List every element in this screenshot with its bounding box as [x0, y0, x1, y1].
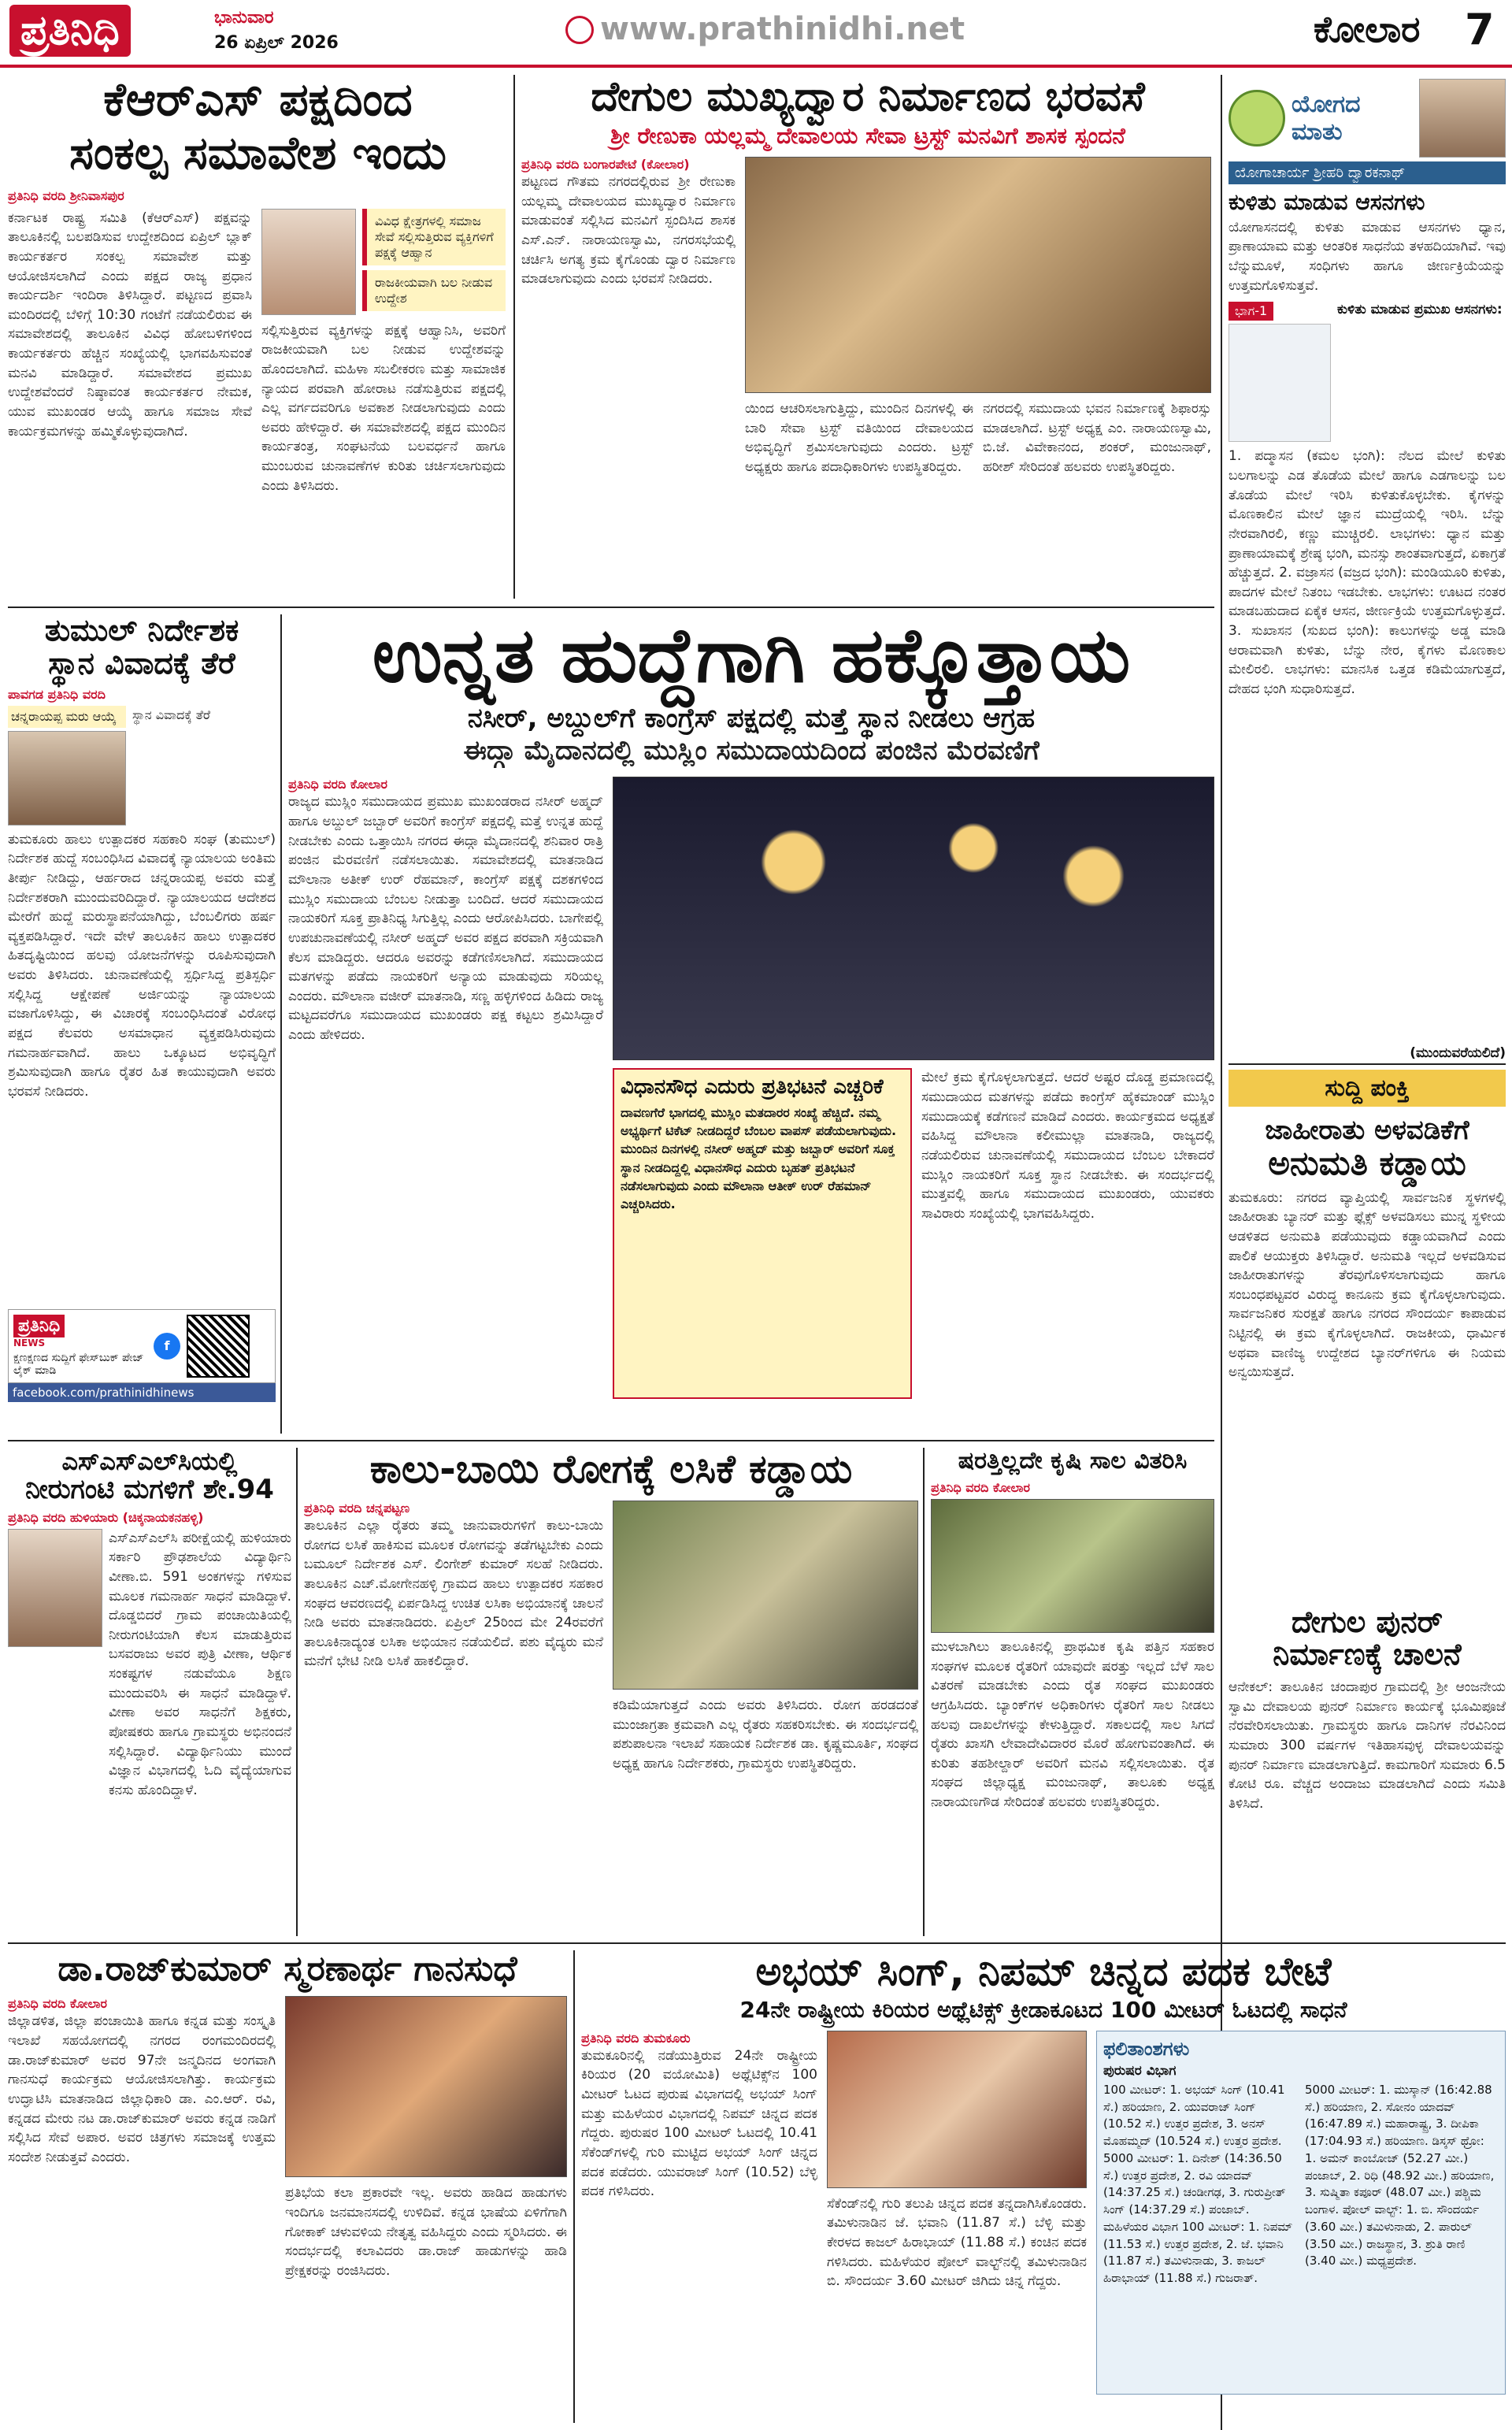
byline: ಪಾವಗಡ ಪ್ರತಿನಿಧಿ ವರದಿ — [8, 686, 106, 702]
callout-box — [613, 1068, 912, 1399]
article-athletics — [581, 1950, 1506, 2423]
photo-vaccine-drive — [613, 1501, 918, 1690]
headline: ಜಾಹೀರಾತು ಅಳವಡಿಕೆಗೆ — [1265, 1115, 1469, 1146]
yoga-heading: ಕುಳಿತು ಮಾಡುವ ಆಸನಗಳು — [1228, 189, 1425, 215]
globe-icon — [565, 16, 594, 44]
promo-logo-sub: NEWS — [13, 1337, 46, 1349]
headline: ಡಾ.ರಾಜ್‌ಕುಮಾರ್ ಸ್ಮರಣಾರ್ಥ ಗಾನಸುಧೆ — [57, 1950, 517, 1989]
lead-headline: ಉನ್ನತ ಹುದ್ದೆಗಾಗಿ ಹಕ್ಕೊತ್ತಾಯ — [372, 614, 1131, 699]
yoga-title-2: ಮಾತು — [1292, 118, 1343, 146]
headline: ದೇಗುಲ ಮುಖ್ಯದ್ವಾರ ನಿರ್ಮಾಣದ ಭರವಸೆ — [591, 75, 1145, 121]
lead-subheadline: ನಸೀರ್, ಅಬ್ದುಲ್‌ಗೆ ಕಾಂಗ್ರೆಸ್ ಪಕ್ಷದಲ್ಲಿ ಮತ್ತೆ ಸ್ಥಾನ ನೀಡಲು ಆಗ್ರಹ — [467, 702, 1036, 734]
article-body: ತಾಲೂಕಿನ ಎಲ್ಲಾ ರೈತರು ತಮ್ಮ ಜಾನುವಾರುಗಳಿಗೆ ಕಾಲು-ಬಾಯಿ ರೋಗದ ಲಸಿಕೆ ಹಾಕಿಸುವ ಮೂಲಕ ರೋಗವನ್ನು ತಡೆಗಟ್ಟಬೇಕು ಎಂದು ಬಮೂಲ್ ನಿರ್ದೇಶಕ ಎಸ್. ಲಿಂಗೇಶ್ ಕುಮಾರ್ ಸಲಹೆ ನೀಡಿದರು. ತಾಲೂಕಿನ ಎಚ್.ಮೋಗೇನಹಳ್ಳಿ ಗ್ರಾಮದ ಹಾಲು ಉತ್ಪಾದಕರ ಸಹಕಾರ ಸಂಘದ ಆವರಣದಲ್ಲಿ ಏರ್ಪಡಿಸಿದ್ದ ಉಚಿತ ಲಸಿಕಾ ಅಭಿಯಾನಕ್ಕೆ ಚಾಲನೆ ನೀಡಿ ಅವರು ಮಾತನಾಡಿದರು. ಏಪ್ರಿಲ್ 25ರಿಂದ ಮೇ 24ರವರೆಗೆ ತಾಲೂಕಿನಾದ್ಯಂತ ಲಸಿಕಾ ಅಭಿಯಾನ ನಡೆಯಲಿದೆ. ಪಶು ವೈದ್ಯರು ಮನೆ ಮನೆಗೆ ಭೇಟಿ ನೀಡಿ ಲಸಿಕೆ ಹಾಕಲಿದ್ದಾರೆ. — [304, 1518, 603, 1670]
masthead — [0, 0, 1512, 63]
byline: ಪ್ರತಿನಿಧಿ ವರದಿ ಕೋಲಾರ — [8, 1996, 108, 2012]
yoga-title: ಯೋಗದ — [1292, 91, 1361, 118]
promo-url[interactable]: facebook.com/prathinidhinews — [8, 1383, 276, 1402]
facebook-icon[interactable]: f — [154, 1333, 180, 1360]
headline: ಎಸ್‌ಎಸ್‌ಎಲ್‌ಸಿಯಲ್ಲಿ — [61, 1448, 238, 1476]
callout: ವಿವಿಧ ಕ್ಷೇತ್ರಗಳಲ್ಲಿ ಸಮಾಜ ಸೇವೆ ಸಲ್ಲಿಸುತ್ತಿರುವ ವ್ಯಕ್ತಿಗಳಿಗೆ ಪಕ್ಷಕ್ಕೆ ಆಹ್ವಾನ — [362, 209, 506, 265]
article-body: ತುಮಕೂರು ಹಾಲು ಉತ್ಪಾದಕರ ಸಹಕಾರಿ ಸಂಘ (ತುಮುಲ್) ನಿರ್ದೇಶಕ ಹುದ್ದೆ ಸಂಬಂಧಿಸಿದ ವಿವಾದಕ್ಕೆ ನ್ಯಾಯಾಲಯ ಅಂತಿಮ ತೀರ್ಪು ನೀಡಿದ್ದು, ಆರ್ಹರಾದ ಚನ್ನರಾಯಪ್ಪ ಅವರು ಮತ್ತೆ ನಿರ್ದೇಶಕರಾಗಿ ಮುಂದುವರಿದಿದ್ದಾರೆ. ನ್ಯಾಯಾಲಯದ ಆದೇಶದ ಮೇರೆಗೆ ಹುದ್ದೆ ಮರುಸ್ಥಾಪನೆಯಾಗಿದ್ದು, ಬೆಂಬಲಿಗರು ಹರ್ಷ ವ್ಯಕ್ತಪಡಿಸಿದ್ದಾರೆ. ಇದೇ ವೇಳೆ ತಾಲೂಕಿನ ಹಾಲು ಉತ್ಪಾದಕರ ಹಿತದೃಷ್ಟಿಯಿಂದ ಹಲವು ಯೋಜನೆಗಳನ್ನು ರೂಪಿಸುವುದಾಗಿ ಅವರು ತಿಳಿಸಿದರು. ಚುನಾವಣೆಯಲ್ಲಿ ಸ್ಪರ್ಧಿಸಿದ್ದ ಪ್ರತಿಸ್ಪರ್ಧಿ ಸಲ್ಲಿಸಿದ್ದ ಆಕ್ಷೇಪಣೆ ಅರ್ಜಿಯನ್ನು ನ್ಯಾಯಾಲಯ ವಜಾಗೊಳಿಸಿದ್ದು, ಈ ವಿಚಾರಕ್ಕೆ ಸಂಬಂಧಿಸಿದಂತೆ ವಿರೋಧ ಪಕ್ಷದ ಕೆಲವರು ಅಸಮಾಧಾನ ವ್ಯಕ್ತಪಡಿಸಿರುವುದು ಗಮನಾರ್ಹವಾಗಿದೆ. ಹಾಲು ಒಕ್ಕೂಟದ ಅಭಿವೃದ್ಧಿಗೆ ಶ್ರಮಿಸುವುದಾಗಿ ಹಾಗೂ ರೈತರ ಹಿತ ಕಾಯುವುದಾಗಿ ಅವರು ಭರವಸೆ ನೀಡಿದರು. — [8, 831, 276, 1100]
byline: ಪ್ರತಿನಿಧಿ ವರದಿ ಹುಳಿಯಾರು (ಚಿಕ್ಕನಾಯಕನಹಳ್ಳಿ) — [8, 1509, 204, 1525]
article-fmd-vaccine — [304, 1448, 918, 1936]
results-col-2: 5000 ಮೀಟರ್: 1. ಮುಸ್ಕಾನ್ (16:42.88 ಸೆ.) ಹರಿಯಾಣ, 2. ಸೋನಂ ಯಾದವ್ (16:47.89 ಸೆ.) ಮಹಾರಾಷ್ಟ್ರ, 3. ದೀಪಿಕಾ (17:04.93 ಸೆ.) ಹರಿಯಾಣ. ಡಿಸ್ಕಸ್ ಥ್ರೋ: 1. ಅಮನ್ ಕಾಂಬೋಜ್ (52.27 ಮೀ.) ಪಂಜಾಬ್, 2. ರಿಧಿ (48.92 ಮೀ.) ಹರಿಯಾಣ, 3. ಸುಷ್ಮಿತಾ ಕಪೂರ್ (48.07 ಮೀ.) ಪಶ್ಚಿಮ ಬಂಗಾಳ. ಪೋಲ್ ವಾಲ್ಟ್: 1. ಬಿ. ಸೌಂದರ್ಯ (3.60 ಮೀ.) ತಮಿಳುನಾಡು, 2. ಪಾರುಲ್ (3.50 ಮೀ.) ರಾಜಸ್ಥಾನ, 3. ಶ್ರುತಿ ರಾಣಿ (3.40 ಮೀ.) ಮಧ್ಯಪ್ರದೇಶ. — [1305, 2082, 1495, 2269]
photo-yoga-author — [1419, 79, 1506, 158]
article-body: ಕರ್ನಾಟಕ ರಾಷ್ಟ್ರ ಸಮಿತಿ (ಕೆಆರ್‌ಎಸ್) ಪಕ್ಷವನ್ನು ತಾಲೂಕಿನಲ್ಲಿ ಬಲಪಡಿಸುವ ಉದ್ದೇಶದಿಂದ ಏಪ್ರಿಲ್ ಬ್ಲಾಕ್ ಕಾರ್ಯಕರ್ತರ ಸಂಕಲ್ಪ ಸಮಾವೇಶ ಮತ್ತು ಆಯೋಜಿಸಲಾಗಿದೆ ಎಂದು ಪಕ್ಷದ ರಾಜ್ಯ ಪ್ರಧಾನ ಕಾರ್ಯದರ್ಶಿ ಇಂದಿರಾ ತಿಳಿಸಿದ್ದಾರೆ. ಪಟ್ಟಣದ ಪ್ರವಾಸಿ ಮಂದಿರದಲ್ಲಿ ಬೆಳಿಗ್ಗೆ 10:30 ಗಂಟೆಗೆ ನಡೆಯಲಿರುವ ಈ ಸಮಾವೇಶದಲ್ಲಿ ತಾಲೂಕಿನ ವಿವಿಧ ಹೋಬಳಿಗಳಿಂದ ಕಾರ್ಯಕರ್ತರು ಹೆಚ್ಚಿನ ಸಂಖ್ಯೆಯಲ್ಲಿ ಭಾಗವಹಿಸುವಂತೆ ಮನವಿ ಮಾಡಿದ್ದಾರೆ. ಸಮಾವೇಶದ ಪ್ರಮುಖ ಉದ್ದೇಶವೆಂದರೆ ನಿಷ್ಠಾವಂತ ಕಾರ್ಯಕರ್ತರ ನೇಮಕ, ಯುವ ಮುಖಂಡರ ಆಯ್ಕೆ ಹಾಗೂ ಸಮಾಜ ಸೇವೆ ಕಾರ್ಯಕ್ರಮಗಳನ್ನು ಹಮ್ಮಿಕೊಳ್ಳುವುದಾಗಿದೆ. — [8, 210, 252, 440]
promo-logo: ಪ್ರತಿನಿಧಿ — [13, 1315, 65, 1337]
article-body-2: ಸಲ್ಲಿಸುತ್ತಿರುವ ವ್ಯಕ್ತಿಗಳನ್ನು ಪಕ್ಷಕ್ಕೆ ಆಹ್ವಾನಿಸಿ, ಅವರಿಗೆ ರಾಜಕೀಯವಾಗಿ ಬಲ ನೀಡುವ ಉದ್ದೇಶವನ್ನು ಹೊಂದಲಾಗಿದೆ. ಮಹಿಳಾ ಸಬಲೀಕರಣ ಮತ್ತು ಸಾಮಾಜಿಕ ನ್ಯಾಯದ ಪರವಾಗಿ ಹೋರಾಟ ನಡೆಸುತ್ತಿರುವ ಪಕ್ಷದಲ್ಲಿ ಎಲ್ಲ ವರ್ಗದವರಿಗೂ ಅವಕಾಶ ನೀಡಲಾಗುವುದು ಎಂದು ಅವರು ಹೇಳಿದ್ದಾರೆ. ಈ ಸಮಾವೇಶದಲ್ಲಿ ಪಕ್ಷದ ಮುಂದಿನ ಕಾರ್ಯತಂತ್ರ, ಸಂಘಟನೆಯ ಬಲವರ್ಧನೆ ಹಾಗೂ ಮುಂಬರುವ ಚುನಾವಣೆಗಳ ಕುರಿತು ಚರ್ಚಿಸಲಾಗುವುದು ಎಂದು ತಿಳಿಸಿದರು. — [261, 322, 506, 494]
news-brief-column — [1228, 1070, 1506, 1912]
photo-student — [8, 1529, 102, 1647]
article-body-top: ಸ್ಥಾನ ವಿವಾದಕ್ಕೆ ತೆರೆ — [132, 707, 210, 722]
headline-line2: ನೀರುಗಂಟಿ ಮಗಳಿಗೆ ಶೇ.94 — [25, 1474, 274, 1506]
headline: ಷರತ್ತಿಲ್ಲದೇ ಕೃಷಿ ಸಾಲ ವಿತರಿಸಿ — [958, 1448, 1188, 1475]
headline: ಕೆಆರ್‌ಎಸ್ ಪಕ್ಷದಿಂದ — [103, 75, 413, 126]
masthead-rule — [0, 65, 1512, 68]
byline: ಪ್ರತಿನಿಧಿ ವರದಿ ಶ್ರೀನಿವಾಸಪುರ — [8, 187, 124, 203]
photo-farmers-protest — [931, 1499, 1214, 1633]
issue-day: ಭಾನುವಾರ — [214, 8, 274, 28]
article-body-2: ಮೇಲೆ ಕ್ರಮ ಕೈಗೊಳ್ಳಲಾಗುತ್ತದೆ. ಆದರೆ ಅಷ್ಟರ ದೊಡ್ಡ ಪ್ರಮಾಣದಲ್ಲಿ ಸಮುದಾಯದ ಮತಗಳನ್ನು ಪಡೆದು ಕಾಂಗ್ರೆಸ್ ಹೈಕಮಾಂಡ್ ಮುಸ್ಲಿಂ ಸಮುದಾಯಕ್ಕೆ ಕಡೆಗಣನೆ ಮಾಡಿದೆ ಎಂದರು. ಕಾರ್ಯಕ್ರಮದ ಅಧ್ಯಕ್ಷತೆ ವಹಿಸಿದ್ದ ಮೌಲಾನಾ ಕಲೀಮುಲ್ಲಾ ಮಾತನಾಡಿ, ರಾಜ್ಯದಲ್ಲಿ ನಡೆಯಲಿರುವ ಚುನಾವಣೆಯಲ್ಲಿ ಸಮುದಾಯದ ಬೆಂಬಲ ಬೇಕಾದರೆ ಮುಸ್ಲಿಂ ನಾಯಕರಿಗೆ ಸೂಕ್ತ ಸ್ಥಾನ ನೀಡಬೇಕು. ಈ ಸಂದರ್ಭದಲ್ಲಿ ಮುತ್ತವಲ್ಲಿ ಹಾಗೂ ಸಮುದಾಯದ ಮುಖಂಡರು, ಯುವಕರು ಸಾವಿರಾರು ಸಂಖ್ಯೆಯಲ್ಲಿ ಭಾಗವಹಿಸಿದ್ದರು. — [921, 1070, 1214, 1222]
callout-text: ದಾವಣಗೆರೆ ಭಾಗದಲ್ಲಿ ಮುಸ್ಲಿಂ ಮತದಾರರ ಸಂಖ್ಯೆ ಹೆಚ್ಚಿದೆ. ನಮ್ಮ ಅಭ್ಯರ್ಥಿಗೆ ಟಿಕೆಟ್ ನೀಡದಿದ್ದರೆ ಬೆಂಬಲ ವಾಪಸ್ ಪಡೆಯಲಾಗುವುದು. ಮುಂದಿನ ದಿನಗಳಲ್ಲಿ ನಸೀರ್ ಅಹ್ಮದ್ ಮತ್ತು ಜಬ್ಬಾರ್ ಅವರಿಗೆ ಸೂಕ್ತ ಸ್ಥಾನ ನೀಡದಿದ್ದಲ್ಲಿ ವಿಧಾನಸೌಧ ಎದುರು ಬೃಹತ್ ಪ್ರತಿಭಟನೆ ನಡೆಸಲಾಗುವುದು ಎಂದು ಮೌಲಾನಾ ಆತೀಕ್ ಉರ್ ರೆಹಮಾನ್ ಎಚ್ಚರಿಸಿದರು. — [621, 1104, 897, 1211]
callout-title: ವಿಧಾನಸೌಧ ಎದುರು ಪ್ರತಿಭಟನೆ ಎಚ್ಚರಿಕೆ — [621, 1075, 884, 1100]
article-body: ಜಿಲ್ಲಾಡಳಿತ, ಜಿಲ್ಲಾ ಪಂಚಾಯಿತಿ ಹಾಗೂ ಕನ್ನಡ ಮತ್ತು ಸಂಸ್ಕೃತಿ ಇಲಾಖೆ ಸಹಯೋಗದಲ್ಲಿ ನಗರದ ರಂಗಮಂದಿರದಲ್ಲಿ ಡಾ.ರಾಜ್‌ಕುಮಾರ್ ಅವರ 97ನೇ ಜನ್ಮದಿನದ ಅಂಗವಾಗಿ ಗಾನಸುಧೆ ಕಾರ್ಯಕ್ರಮ ಆಯೋಜಿಸಲಾಗಿತ್ತು. ಕಾರ್ಯಕ್ರಮ ಉದ್ಘಾಟಿಸಿ ಮಾತನಾಡಿದ ಜಿಲ್ಲಾಧಿಕಾರಿ ಡಾ. ಎಂ.ಆರ್. ರವಿ, ಕನ್ನಡದ ಮೇರು ನಟ ಡಾ.ರಾಜ್‌ಕುಮಾರ್ ಅವರು ಕನ್ನಡ ನಾಡಿಗೆ ಸಲ್ಲಿಸಿದ ಸೇವೆ ಅಪಾರ. ಅವರ ಚಿತ್ರಗಳು ಸಮಾಜಕ್ಕೆ ಉತ್ತಮ ಸಂದೇಶ ನೀಡುತ್ತವೆ ಎಂದರು. — [8, 2013, 276, 2165]
article-body-2: ಸೆಕೆಂಡ್‌ನಲ್ಲಿ ಗುರಿ ತಲುಪಿ ಚಿನ್ನದ ಪದಕ ತನ್ನದಾಗಿಸಿಕೊಂಡರು. ತಮಿಳುನಾಡಿನ ಜೆ. ಭವಾನಿ (11.87 ಸೆ.) ಬೆಳ್ಳಿ ಮತ್ತು ಕೇರಳದ ಕಾಜಲ್ ಹಿರಾಭಾಯ್ (11.88 ಸೆ.) ಕಂಚಿನ ಪದಕ ಗಳಿಸಿದರು. ಮಹಿಳೆಯರ ಪೋಲ್ ವಾಲ್ಟ್‌ನಲ್ಲಿ ತಮಿಳುನಾಡಿನ ಬಿ. ಸೌಂದರ್ಯ 3.60 ಮೀಟರ್ ಜಿಗಿದು ಚಿನ್ನ ಗೆದ್ದರು. — [827, 2195, 1087, 2290]
yoga-author: ಯೋಗಾಚಾರ್ಯ ಶ್ರೀಹರಿ ದ್ವಾರಕನಾಥ್ — [1228, 161, 1506, 184]
article-body-2: ಯಿಂದ ಆಚರಿಸಲಾಗುತ್ತಿದ್ದು, ಮುಂದಿನ ದಿನಗಳಲ್ಲಿ ಈ ಬಾರಿ ಸೇವಾ ಟ್ರಸ್ಟ್ ವತಿಯಿಂದ ದೇವಾಲಯದ ಅಭಿವೃದ್ಧಿಗೆ ಶ್ರಮಿಸಲಾಗುವುದು ಎಂದರು. ಟ್ರಸ್ಟ್ ಅಧ್ಯಕ್ಷರು ಹಾಗೂ ಪದಾಧಿಕಾರಿಗಳು ಉಪಸ್ಥಿತರಿದ್ದರು. — [745, 400, 973, 475]
photo-party-leader — [261, 209, 356, 315]
column-divider — [296, 1448, 298, 1936]
headline-line2: ಸ್ಥಾನ ವಿವಾದಕ್ಕೆ ತೆರೆ — [48, 645, 235, 681]
page-number: 7 — [1465, 5, 1495, 54]
column-divider — [513, 75, 515, 599]
results-section: ಪುರುಷರ ವಿಭಾಗ — [1103, 2062, 1177, 2079]
headline: ತುಮುಲ್ ನಿರ್ದೇಶಕ — [44, 614, 239, 647]
subheadline: 24ನೇ ರಾಷ್ಟ್ರೀಯ ಕಿರಿಯರ ಅಥ್ಲೆಟಿಕ್ಸ್ ಕ್ರೀಡಾಕೂಟದ 100 ಮೀಟರ್ ಓಟದಲ್ಲಿ ಸಾಧನೆ — [739, 1997, 1347, 2023]
article-rajkumar-tribute — [8, 1950, 567, 2423]
byline: ಪ್ರತಿನಿಧಿ ವರದಿ ಕೋಲಾರ — [931, 1480, 1031, 1495]
headline-2-line2: ನಿರ್ಮಾಣಕ್ಕೆ ಚಾಲನೆ — [1273, 1637, 1462, 1672]
divider — [8, 607, 1214, 608]
photo-director — [8, 731, 126, 825]
issue-date: 26 ಏಪ್ರಿಲ್ 2026 — [214, 33, 339, 53]
yoga-intro: ಯೋಗಾಸನದಲ್ಲಿ ಕುಳಿತು ಮಾಡುವ ಆಸನಗಳು ಧ್ಯಾನ, ಪ್ರಾಣಾಯಾಮ ಮತ್ತು ಆಂತರಿಕ ಸಾಧನೆಯ ತಳಹದಿಯಾಗಿವೆ. ಇವು ಬೆನ್ನುಮೂಳೆ, ಸಂಧಿಗಳು ಹಾಗೂ ಜೀರ್ಣಕ್ರಿಯೆಯನ್ನು ಉತ್ತಮಗೊಳಿಸುತ್ತವೆ. — [1228, 219, 1506, 294]
photo-music-event — [285, 1996, 567, 2177]
yoga-part-label: ಭಾಗ-1 — [1228, 302, 1273, 321]
article-body: ಪಟ್ಟಣದ ಗೌತಮ ನಗರದಲ್ಲಿರುವ ಶ್ರೀ ರೇಣುಕಾ ಯಲ್ಲಮ್ಮ ದೇವಾಲಯದ ಮುಖ್ಯದ್ವಾರ ನಿರ್ಮಾಣ ಮಾಡುವಂತೆ ಸಲ್ಲಿಸಿದ ಮನವಿಗೆ ಸ್ಪಂದಿಸಿದ ಶಾಸಕ ಎಸ್.ಎನ್. ನಾರಾಯಣಸ್ವಾಮಿ, ನಗರಸಭೆಯಲ್ಲಿ ಚರ್ಚಿಸಿ ಅಗತ್ಯ ಕ್ರಮ ಕೈಗೊಂಡು ದ್ವಾರ ನಿರ್ಮಾಣ ಮಾಡಲಾಗುವುದು ಎಂದು ಭರವಸೆ ನೀಡಿದರು. — [521, 173, 736, 288]
yoga-lotus-icon — [1228, 90, 1285, 147]
website-link[interactable]: www.prathinidhi.net — [600, 11, 965, 47]
qr-code-icon[interactable] — [187, 1315, 250, 1378]
yoga-body: 1. ಪದ್ಮಾಸನ (ಕಮಲ ಭಂಗಿ): ನೆಲದ ಮೇಲೆ ಕುಳಿತು ಬಲಗಾಲನ್ನು ಎಡ ತೊಡೆಯ ಮೇಲೆ ಹಾಗೂ ಎಡಗಾಲನ್ನು ಬಲ ತೊಡೆಯ ಮೇಲೆ ಇರಿಸಿ ಕುಳಿತುಕೊಳ್ಳಬೇಕು. ಕೈಗಳನ್ನು ಮೊಣಕಾಲಿನ ಮೇಲೆ ಜ್ಞಾನ ಮುದ್ರೆಯಲ್ಲಿ ಇರಿಸಿ. ಬೆನ್ನು ನೇರವಾಗಿರಲಿ, ಕಣ್ಣು ಮುಚ್ಚಿರಲಿ. ಲಾಭಗಳು: ಧ್ಯಾನ ಮತ್ತು ಪ್ರಾಣಾಯಾಮಕ್ಕೆ ಶ್ರೇಷ್ಠ ಭಂಗಿ, ಮನಸ್ಸು ಶಾಂತವಾಗುತ್ತದೆ, ಏಕಾಗ್ರತೆ ಹೆಚ್ಚುತ್ತದೆ. 2. ವಜ್ರಾಸನ (ವಜ್ರದ ಭಂಗಿ): ಮಂಡಿಯೂರಿ ಕುಳಿತು, ಪಾದಗಳ ಮೇಲೆ ನಿತಂಬ ಇಡಬೇಕು. ಲಾಭಗಳು: ಊಟದ ನಂತರ ಮಾಡಬಹುದಾದ ಏಕೈಕ ಆಸನ, ಜೀರ್ಣಕ್ರಿಯೆ ಉತ್ತಮಗೊಳ್ಳುತ್ತದೆ. 3. ಸುಖಾಸನ (ಸುಖದ ಭಂಗಿ): ಕಾಲುಗಳನ್ನು ಅಡ್ಡ ಮಾಡಿ ಆರಾಮವಾಗಿ ಕುಳಿತು, ಬೆನ್ನು ನೇರ, ಕೈಗಳು ಮೊಣಕಾಲ ಮೇಲಿರಲಿ. ಲಾಭಗಳು: ಮಾನಸಿಕ ಒತ್ತಡ ಕಡಿಮೆಯಾಗುತ್ತದೆ, ದೇಹದ ಭಂಗಿ ಸುಧಾರಿಸುತ್ತದೆ. — [1228, 448, 1506, 698]
article-body: ತುಮಕೂರು: ನಗರದ ವ್ಯಾಪ್ತಿಯಲ್ಲಿ ಸಾರ್ವಜನಿಕ ಸ್ಥಳಗಳಲ್ಲಿ ಜಾಹೀರಾತು ಬ್ಯಾನರ್ ಮತ್ತು ಫ್ಲೆಕ್ಸ್ ಅಳವಡಿಸಲು ಮುನ್ನ ಸ್ಥಳೀಯ ಆಡಳಿತದ ಅನುಮತಿ ಪಡೆಯುವುದು ಕಡ್ಡಾಯವಾಗಿದೆ ಎಂದು ಪಾಲಿಕೆ ಆಯುಕ್ತರು ತಿಳಿಸಿದ್ದಾರೆ. ಅನುಮತಿ ಇಲ್ಲದೆ ಅಳವಡಿಸುವ ಜಾಹೀರಾತುಗಳನ್ನು ತೆರವುಗೊಳಿಸಲಾಗುವುದು ಹಾಗೂ ಸಂಬಂಧಪಟ್ಟವರ ವಿರುದ್ಧ ಕಾನೂನು ಕ್ರಮ ಕೈಗೊಳ್ಳಲಾಗುವುದು. ಸಾರ್ವಜನಿಕರ ಸುರಕ್ಷತೆ ಹಾಗೂ ನಗರದ ಸೌಂದರ್ಯ ಕಾಪಾಡುವ ನಿಟ್ಟಿನಲ್ಲಿ ಈ ಕ್ರಮ ಕೈಗೊಳ್ಳಲಾಗಿದೆ. ರಾಜಕೀಯ, ಧಾರ್ಮಿಕ ಅಥವಾ ವಾಣಿಜ್ಯ ಉದ್ದೇಶದ ಬ್ಯಾನರ್‌ಗಳಿಗೂ ಈ ನಿಯಮ ಅನ್ವಯಿಸುತ್ತದೆ. — [1228, 1189, 1506, 1381]
article-body-2: ಆನೇಕಲ್: ತಾಲೂಕಿನ ಚಂದಾಪುರ ಗ್ರಾಮದಲ್ಲಿ ಶ್ರೀ ಆಂಜನೇಯ ಸ್ವಾಮಿ ದೇವಾಲಯ ಪುನರ್ ನಿರ್ಮಾಣ ಕಾರ್ಯಕ್ಕೆ ಭೂಮಿಪೂಜೆ ನೆರವೇರಿಸಲಾಯಿತು. ಗ್ರಾಮಸ್ಥರು ಹಾಗೂ ದಾನಿಗಳ ನೆರವಿನಿಂದ ಸುಮಾರು 300 ವರ್ಷಗಳ ಇತಿಹಾಸವುಳ್ಳ ದೇವಾಲಯವನ್ನು ಪುನರ್ ನಿರ್ಮಾಣ ಮಾಡಲಾಗುತ್ತಿದೆ. ಕಾಮಗಾರಿಗೆ ಸುಮಾರು 6.5 ಕೋಟಿ ರೂ. ವೆಚ್ಚದ ಅಂದಾಜು ಮಾಡಲಾಗಿದೆ ಎಂದು ಸಮಿತಿ ತಿಳಿಸಿದೆ. — [1228, 1679, 1506, 1812]
column-divider — [280, 614, 282, 1434]
photo-temple-felicitation — [745, 157, 1211, 393]
article-tumul-director — [8, 614, 276, 1434]
promo-caption: ಕ್ಷಣಕ್ಷಣದ ಸುದ್ದಿಗೆ ಫೇಸ್‌ಬುಕ್ ಪೇಜ್ ಲೈಕ್ ಮಾಡಿ — [13, 1352, 144, 1378]
yoga-column — [1228, 75, 1506, 1059]
lead-story — [288, 614, 1214, 1434]
yoga-list-heading: ಕುಳಿತು ಮಾಡುವ ಪ್ರಮುಖ ಆಸನಗಳು: — [1337, 302, 1503, 318]
results-title: ಫಲಿತಾಂಶಗಳು — [1103, 2037, 1190, 2060]
divider — [1228, 1063, 1506, 1065]
lead-subheadline-2: ಈದ್ಗಾ ಮೈದಾನದಲ್ಲಿ ಮುಸ್ಲಿಂ ಸಮುದಾಯದಿಂದ ಪಂಜಿನ ಮೆರವಣಿಗೆ — [463, 734, 1040, 766]
article-body-2: ಪ್ರತಿಭೆಯ ಕಲಾ ಪ್ರಕಾರವೇ ಇಲ್ಲ. ಅವರು ಹಾಡಿದ ಹಾಡುಗಳು ಇಂದಿಗೂ ಜನಮಾನಸದಲ್ಲಿ ಉಳಿದಿವೆ. ಕನ್ನಡ ಭಾಷೆಯ ಏಳಿಗೆಗಾಗಿ ಗೋಕಾಕ್ ಚಳುವಳಿಯ ನೇತೃತ್ವ ವಹಿಸಿದ್ದರು ಎಂದು ಸ್ಮರಿಸಿದರು. ಈ ಸಂದರ್ಭದಲ್ಲಿ ಕಲಾವಿದರು ಡಾ.ರಾಜ್ ಹಾಡುಗಳನ್ನು ಹಾಡಿ ಪ್ರೇಕ್ಷಕರನ್ನು ರಂಜಿಸಿದರು. — [285, 2185, 567, 2279]
headline-line2: ಅನುಮತಿ ಕಡ್ಡಾಯ — [1268, 1144, 1466, 1183]
yoga-continued: (ಮುಂದುವರೆಯಲಿದೆ) — [1410, 1045, 1506, 1059]
headline: ಕಾಲು-ಬಾಯಿ ರೋಗಕ್ಕೆ ಲಸಿಕೆ ಕಡ್ಡಾಯ — [369, 1448, 853, 1492]
results-col-1: 100 ಮೀಟರ್: 1. ಅಭಯ್ ಸಿಂಗ್ (10.41 ಸೆ.) ಹರಿಯಾಣ, 2. ಯುವರಾಜ್ ಸಿಂಗ್ (10.52 ಸೆ.) ಉತ್ತರ ಪ್ರದೇಶ, 3. ಅನಸ್ ಮೊಹಮ್ಮದ್ (10.524 ಸೆ.) ಉತ್ತರ ಪ್ರದೇಶ. 5000 ಮೀಟರ್: 1. ದಿನೇಶ್ (14:36.50 ಸೆ.) ಉತ್ತರ ಪ್ರದೇಶ, 2. ರವಿ ಯಾದವ್ (14:37.25 ಸೆ.) ಚಂಡೀಗಢ, 3. ಗುರುಪ್ರೀತ್ ಸಿಂಗ್ (14:37.29 ಸೆ.) ಪಂಜಾಬ್. ಮಹಿಳೆಯರ ವಿಭಾಗ 100 ಮೀಟರ್: 1. ನಿಪಮ್ (11.53 ಸೆ.) ಉತ್ತರ ಪ್ರದೇಶ, 2. ಜೆ. ಭವಾನಿ (11.87 ಸೆ.) ತಮಿಳುನಾಡು, 3. ಕಾಜಲ್ ಹಿರಾಭಾಯ್ (11.88 ಸೆ.) ಗುಜರಾತ್. — [1103, 2082, 1293, 2286]
article-krs-convention — [8, 75, 508, 599]
article-body: ರಾಜ್ಯದ ಮುಸ್ಲಿಂ ಸಮುದಾಯದ ಪ್ರಮುಖ ಮುಖಂಡರಾದ ನಸೀರ್ ಅಹ್ಮದ್ ಹಾಗೂ ಅಬ್ದುಲ್ ಜಬ್ಬಾರ್ ಅವರಿಗೆ ಕಾಂಗ್ರೆಸ್ ಪಕ್ಷದಲ್ಲಿ ಮತ್ತೆ ಉನ್ನತ ಹುದ್ದೆ ನೀಡಬೇಕು ಎಂದು ಒತ್ತಾಯಿಸಿ ನಗರದ ಈದ್ಗಾ ಮೈದಾನದಲ್ಲಿ ಶನಿವಾರ ರಾತ್ರಿ ಪಂಜಿನ ಮೆರವಣಿಗೆ ನಡೆಸಲಾಯಿತು. ಸಮಾವೇಶದಲ್ಲಿ ಮಾತನಾಡಿದ ಮೌಲಾನಾ ಅತೀಕ್ ಉರ್ ರೆಹಮಾನ್, ಕಾಂಗ್ರೆಸ್ ಪಕ್ಷಕ್ಕೆ ದಶಕಗಳಿಂದ ಮುಸ್ಲಿಂ ಸಮುದಾಯ ಬೆಂಬಲ ನೀಡುತ್ತಾ ಬಂದಿದೆ. ಆದರೆ ಸಮುದಾಯದ ನಾಯಕರಿಗೆ ಸೂಕ್ತ ಪ್ರಾತಿನಿಧ್ಯ ಸಿಗುತ್ತಿಲ್ಲ ಎಂದು ಆರೋಪಿಸಿದರು. ಬಾಗೇಪಲ್ಲಿ ಉಪಚುನಾವಣೆಯಲ್ಲಿ ನಸೀರ್ ಅಹ್ಮದ್ ಅವರ ಪಕ್ಷದ ಪರವಾಗಿ ಸಕ್ರಿಯವಾಗಿ ಕೆಲಸ ಮಾಡಿದ್ದರು. ಆದರೂ ಅವರನ್ನು ಕಡೆಗಣಿಸಲಾಗಿದೆ. ಸಮುದಾಯದ ಮತಗಳನ್ನು ಪಡೆದು ನಾಯಕರಿಗೆ ಅನ್ಯಾಯ ಮಾಡುವುದು ಸರಿಯಲ್ಲ ಎಂದರು. ಮೌಲಾನಾ ವಜೀರ್ ಮಾತನಾಡಿ, ಸಣ್ಣ ಹಳ್ಳಿಗಳಿಂದ ಹಿಡಿದು ರಾಜ್ಯ ಮಟ್ಟದವರೆಗೂ ಸಮುದಾಯದ ಮುಖಂಡರು ಪಕ್ಷ ಕಟ್ಟಲು ಶ್ರಮಿಸಿದ್ದಾರೆ ಎಂದು ಹೇಳಿದರು. — [288, 794, 603, 1044]
article-sslc-result — [8, 1448, 291, 1936]
article-body-3: ನಗರದಲ್ಲಿ ಸಮುದಾಯ ಭವನ ನಿರ್ಮಾಣಕ್ಕೆ ಶಿಫಾರಸ್ಸು ಮಾಡಲಾಗಿದೆ. ಟ್ರಸ್ಟ್ ಅಧ್ಯಕ್ಷ ಎಂ. ನಾರಾಯಣಸ್ವಾಮಿ, ಬಿ.ಜೆ. ವಿವೇಕಾನಂದ, ಶಂಕರ್, ಮಂಜುನಾಥ್, ಹರೀಶ್ ಸೇರಿದಂತೆ ಹಲವರು ಉಪಸ್ಥಿತರಿದ್ದರು. — [983, 400, 1211, 475]
divider — [8, 1440, 1214, 1441]
headline-line2: ಸಂಕಲ್ಪ ಸಮಾವೇಶ ಇಂದು — [69, 125, 447, 180]
byline: ಪ್ರತಿನಿಧಿ ವರದಿ ತುಮಕೂರು — [581, 2030, 691, 2046]
column-divider — [573, 1950, 575, 2423]
section-banner: ಸುದ್ದಿ ಪಂಕ್ತಿ — [1228, 1070, 1506, 1107]
article-body: ಎಸ್‌ಎಸ್‌ಎಲ್‌ಸಿ ಪರೀಕ್ಷೆಯಲ್ಲಿ ಹುಳಿಯಾರು ಸರ್ಕಾರಿ ಪ್ರೌಢಶಾಲೆಯ ವಿದ್ಯಾರ್ಥಿನಿ ವೀಣಾ.ಬಿ. 591 ಅಂಕಗಳನ್ನು ಗಳಿಸುವ ಮೂಲಕ ಗಮನಾರ್ಹ ಸಾಧನೆ ಮಾಡಿದ್ದಾಳೆ. ದೊಡ್ಡಬಿದರೆ ಗ್ರಾಮ ಪಂಚಾಯಿತಿಯಲ್ಲಿ ನೀರುಗಂಟಿಯಾಗಿ ಕೆಲಸ ಮಾಡುತ್ತಿರುವ ಬಸವರಾಜು ಅವರ ಪುತ್ರಿ ವೀಣಾ, ಆರ್ಥಿಕ ಸಂಕಷ್ಟಗಳ ನಡುವೆಯೂ ಶಿಕ್ಷಣ ಮುಂದುವರಿಸಿ ಈ ಸಾಧನೆ ಮಾಡಿದ್ದಾಳೆ. ವೀಣಾ ಅವರ ಸಾಧನೆಗೆ ಶಿಕ್ಷಕರು, ಪೋಷಕರು ಹಾಗೂ ಗ್ರಾಮಸ್ಥರು ಅಭಿನಂದನೆ ಸಲ್ಲಿಸಿದ್ದಾರೆ. ವಿದ್ಯಾರ್ಥಿನಿಯು ಮುಂದೆ ವಿಜ್ಞಾನ ವಿಭಾಗದಲ್ಲಿ ಓದಿ ವೈದ್ಯೆಯಾಗುವ ಕನಸು ಹೊಂದಿದ್ದಾಳೆ. — [109, 1530, 291, 1798]
byline: ಪ್ರತಿನಿಧಿ ವರದಿ ಚನ್ನಪಟ್ಟಣ — [304, 1501, 410, 1516]
article-body-2: ಕಡಿಮೆಯಾಗುತ್ತದೆ ಎಂದು ಅವರು ತಿಳಿಸಿದರು. ರೋಗ ಹರಡದಂತೆ ಮುಂಜಾಗ್ರತಾ ಕ್ರಮವಾಗಿ ಎಲ್ಲ ರೈತರು ಸಹಕರಿಸಬೇಕು. ಈ ಸಂದರ್ಭದಲ್ಲಿ ಪಶುಪಾಲನಾ ಇಲಾಖೆ ಸಹಾಯಕ ನಿರ್ದೇಶಕ ಡಾ. ಕೃಷ್ಣಮೂರ್ತಿ, ಸಂಘದ ಅಧ್ಯಕ್ಷ ಹಾಗೂ ನಿರ್ದೇಶಕರು, ಗ್ರಾಮಸ್ಥರು ಉಪಸ್ಥಿತರಿದ್ದರು. — [613, 1697, 918, 1771]
article-body: ತುಮಕೂರಿನಲ್ಲಿ ನಡೆಯುತ್ತಿರುವ 24ನೇ ರಾಷ್ಟ್ರೀಯ ಕಿರಿಯರ (20 ವಯೋಮಿತಿ) ಅಥ್ಲೆಟಿಕ್ಸ್‌ನ 100 ಮೀಟರ್ ಓಟದ ಪುರುಷ ವಿಭಾಗದಲ್ಲಿ ಅಭಯ್ ಸಿಂಗ್ ಮತ್ತು ಮಹಿಳೆಯರ ವಿಭಾಗದಲ್ಲಿ ನಿಪಮ್ ಚಿನ್ನದ ಪದಕ ಗೆದ್ದರು. ಪುರುಷರ 100 ಮೀಟರ್ ಓಟದಲ್ಲಿ 10.41 ಸೆಕೆಂಡ್‌ಗಳಲ್ಲಿ ಗುರಿ ಮುಟ್ಟಿದ ಅಭಯ್ ಸಿಂಗ್ ಚಿನ್ನದ ಪದಕ ಪಡೆದರು. ಯುವರಾಜ್ ಸಿಂಗ್ (10.52) ಬೆಳ್ಳಿ ಪದಕ ಗಳಿಸಿದರು. — [581, 2047, 817, 2200]
facebook-promo[interactable] — [8, 1309, 276, 1383]
photo-torch-procession — [613, 777, 1214, 1060]
edition-name: ಕೋಲಾರ — [1314, 8, 1421, 50]
headline-2: ದೇಗುಲ ಪುನರ್ — [1292, 1604, 1443, 1639]
headline: ಅಭಯ್ ಸಿಂಗ್, ನಿಪಮ್ ಚಿನ್ನದ ಪದಕ ಬೇಟೆ — [755, 1950, 1332, 1994]
newspaper-logo: ಪ್ರತಿನಿಧಿ — [9, 5, 131, 57]
photo-sprinter — [827, 2031, 1087, 2188]
article-temple-gateway — [521, 75, 1214, 599]
photo-padmasana — [1228, 324, 1331, 442]
article-crop-loan — [931, 1448, 1214, 1936]
subheadline: ಶ್ರೀ ರೇಣುಕಾ ಯಲ್ಲಮ್ಮ ದೇವಾಲಯ ಸೇವಾ ಟ್ರಸ್ಟ್ ಮನವಿಗೆ ಶಾಸಕ ಸ್ಪಂದನೆ — [610, 123, 1125, 150]
results-box — [1096, 2031, 1506, 2395]
byline: ಪ್ರತಿನಿಧಿ ವರದಿ ಕೋಲಾರ — [288, 777, 388, 792]
side-label: ಚನ್ನರಾಯಪ್ಪ ಮರು ಆಯ್ಕೆ — [8, 706, 126, 728]
byline: ಪ್ರತಿನಿಧಿ ವರದಿ ಬಂಗಾರಪೇಟೆ (ಕೋಲಾರ) — [521, 156, 690, 172]
divider — [8, 1942, 1506, 1944]
article-body: ಮುಳಬಾಗಿಲು ತಾಲೂಕಿನಲ್ಲಿ ಪ್ರಾಥಮಿಕ ಕೃಷಿ ಪತ್ತಿನ ಸಹಕಾರ ಸಂಘಗಳ ಮೂಲಕ ರೈತರಿಗೆ ಯಾವುದೇ ಷರತ್ತು ಇಲ್ಲದೆ ಬೆಳೆ ಸಾಲ ವಿತರಣೆ ಮಾಡಬೇಕು ಎಂದು ರೈತ ಸಂಘದ ಮುಖಂಡರು ಆಗ್ರಹಿಸಿದರು. ಬ್ಯಾಂಕ್‌ಗಳ ಅಧಿಕಾರಿಗಳು ರೈತರಿಗೆ ಸಾಲ ನೀಡಲು ಹಲವು ದಾಖಲೆಗಳನ್ನು ಕೇಳುತ್ತಿದ್ದಾರೆ. ಸಕಾಲದಲ್ಲಿ ಸಾಲ ಸಿಗದೆ ರೈತರು ಖಾಸಗಿ ಲೇವಾದೇವಿದಾರರ ಮೊರೆ ಹೋಗುವಂತಾಗಿದೆ. ಈ ಕುರಿತು ತಹಶೀಲ್ದಾರ್ ಅವರಿಗೆ ಮನವಿ ಸಲ್ಲಿಸಲಾಯಿತು. ರೈತ ಸಂಘದ ಜಿಲ್ಲಾಧ್ಯಕ್ಷ ಮಂಜುನಾಥ್, ತಾಲೂಕು ಅಧ್ಯಕ್ಷ ನಾರಾಯಣಗೌಡ ಸೇರಿದಂತೆ ಹಲವರು ಉಪಸ್ಥಿತರಿದ್ದರು. — [931, 1639, 1214, 1811]
callout-2: ರಾಜಕೀಯವಾಗಿ ಬಲ ನೀಡುವ ಉದ್ದೇಶ — [362, 270, 506, 311]
column-divider — [923, 1448, 925, 1936]
